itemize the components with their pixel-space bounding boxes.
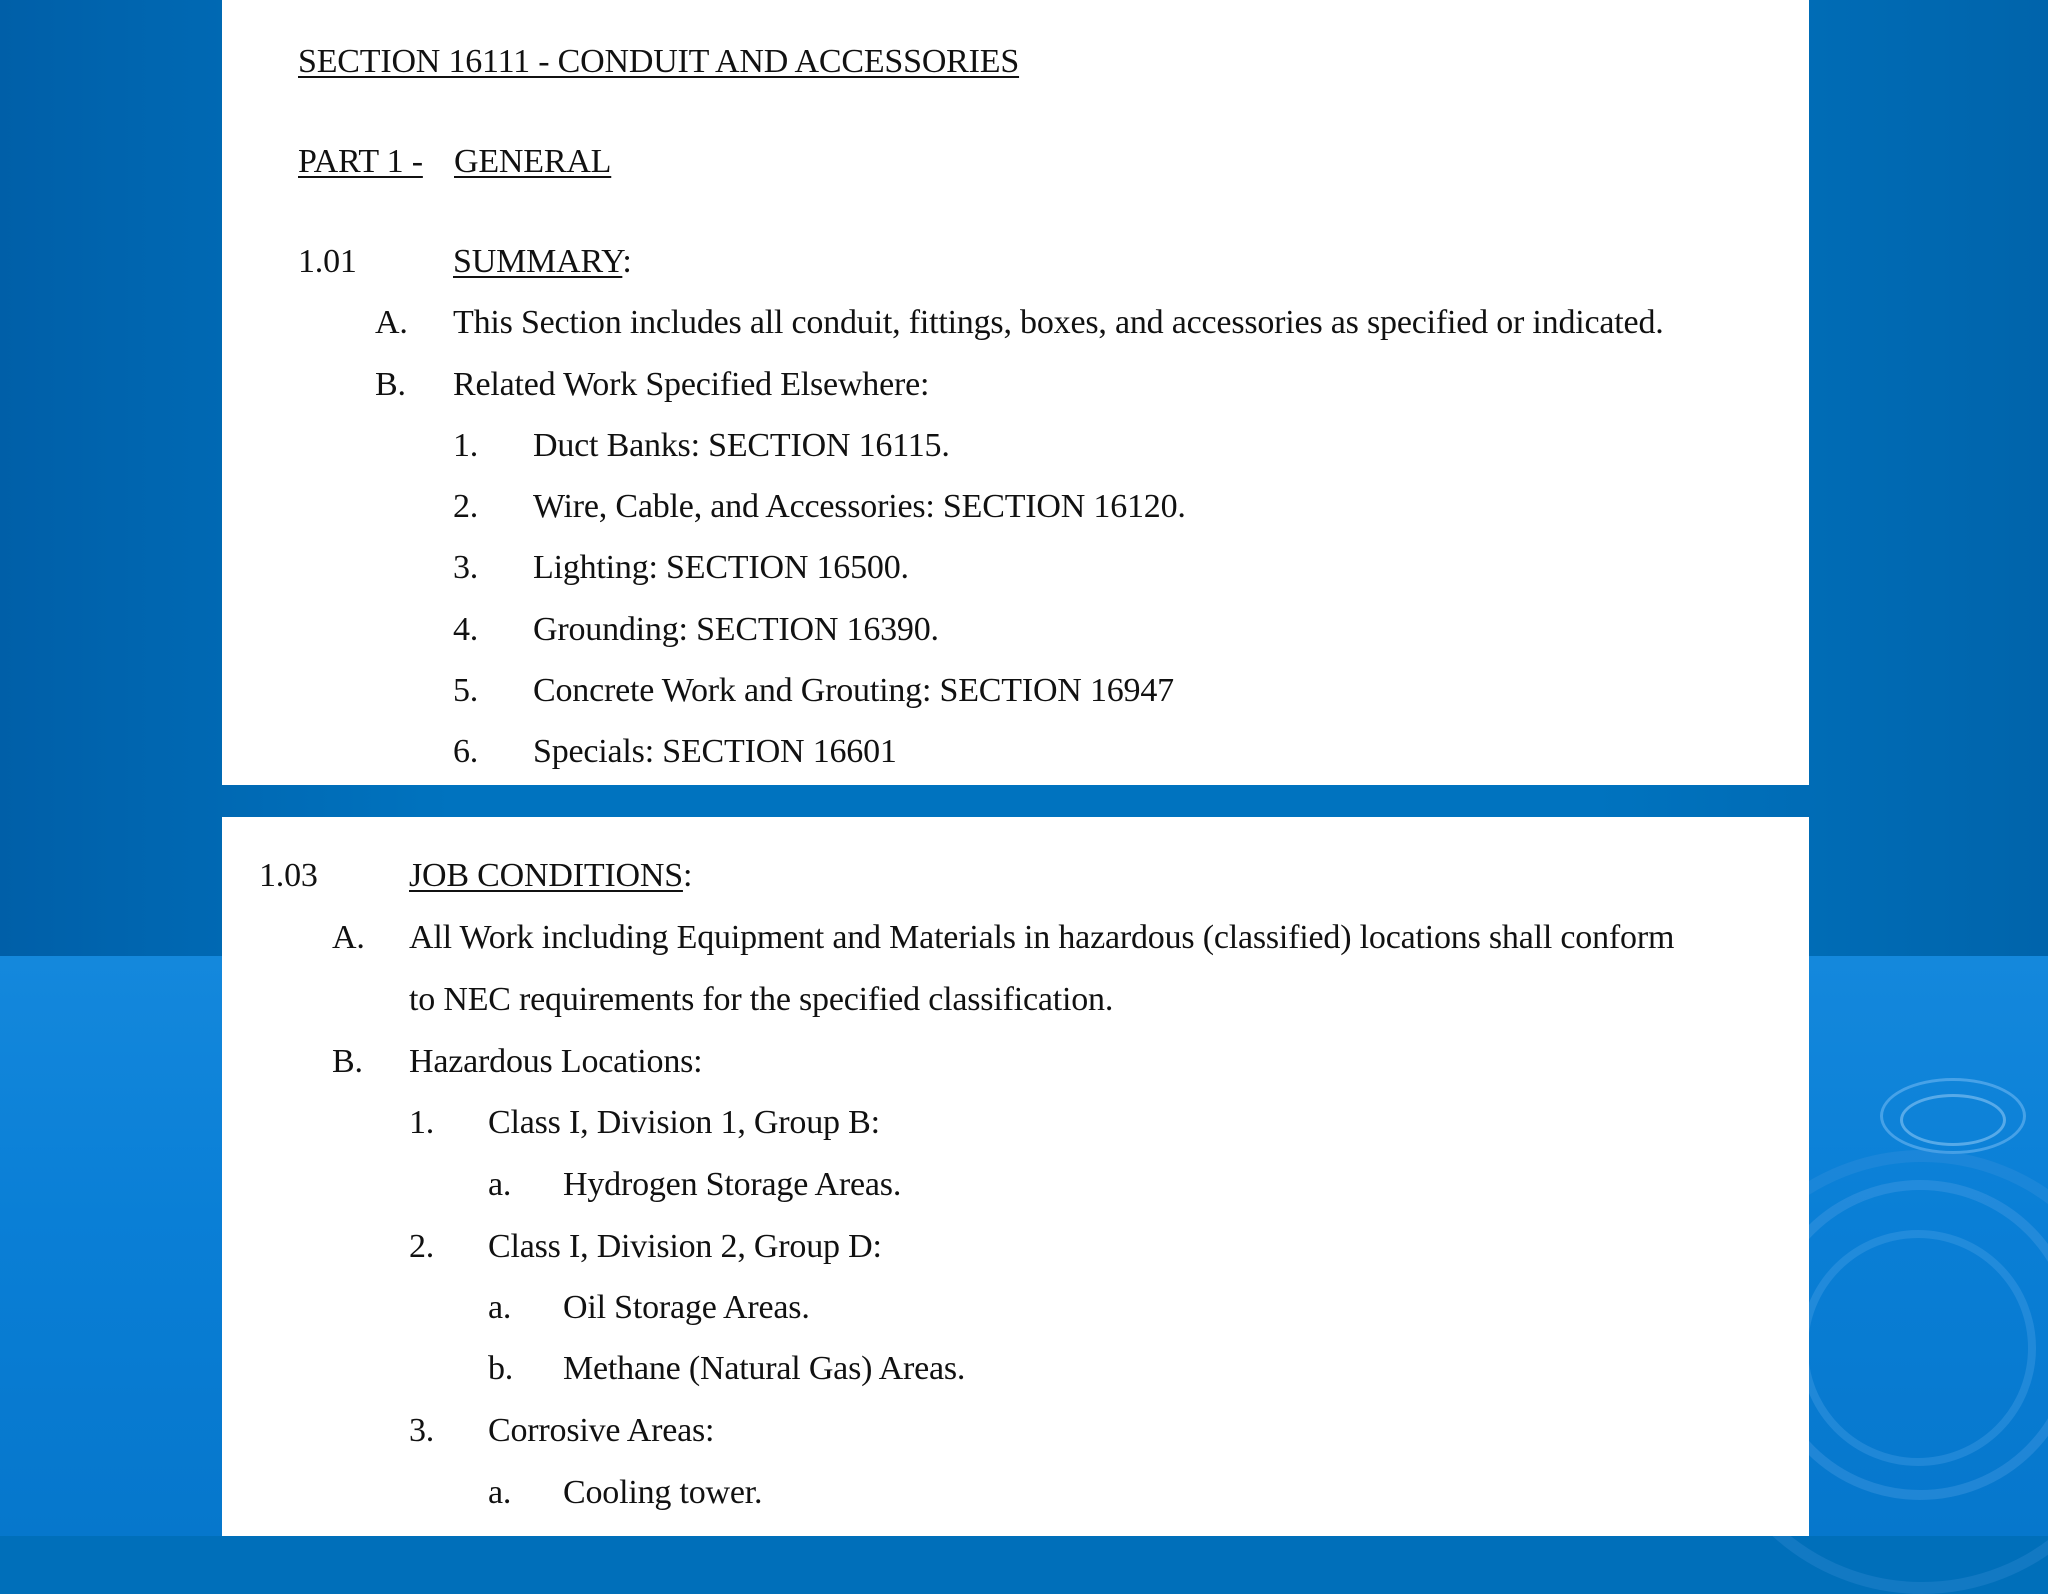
hazard-class-label: 2. bbox=[409, 1228, 435, 1265]
part-title: GENERAL bbox=[454, 143, 612, 180]
job-item-a-text-line1: All Work including Equipment and Materials in hazardous (classified) locations shall conform bbox=[409, 919, 1675, 956]
hazard-area-label: a. bbox=[488, 1289, 512, 1326]
job-item-a-text-line2: to NEC requirements for the specified classification. bbox=[409, 981, 1114, 1018]
job-item-b-label: B. bbox=[332, 1043, 363, 1080]
hazard-area-label: a. bbox=[488, 1474, 512, 1511]
job-item-b-text: Hazardous Locations: bbox=[409, 1043, 703, 1080]
related-work-item-text: Lighting: SECTION 16500. bbox=[533, 549, 909, 586]
hazard-area-label: a. bbox=[488, 1166, 512, 1203]
related-work-item-text: Concrete Work and Grouting: SECTION 16947 bbox=[533, 672, 1174, 709]
job-item-a-label: A. bbox=[332, 919, 365, 956]
hazard-class-text: Class I, Division 1, Group B: bbox=[488, 1104, 880, 1141]
document-page-top bbox=[222, 0, 1809, 785]
hazard-class-text: Corrosive Areas: bbox=[488, 1412, 715, 1449]
related-work-item-text: Specials: SECTION 16601 bbox=[533, 733, 897, 770]
hazard-class-label: 3. bbox=[409, 1412, 435, 1449]
job-conditions-number: 1.03 bbox=[259, 857, 318, 894]
hazard-area-text: Methane (Natural Gas) Areas. bbox=[563, 1350, 966, 1387]
hazard-area-text: Oil Storage Areas. bbox=[563, 1289, 810, 1326]
section-heading: SECTION 16111 - CONDUIT AND ACCESSORIES bbox=[298, 43, 1020, 80]
summary-item-a-label: A. bbox=[375, 304, 408, 341]
summary-item-b-label: B. bbox=[375, 366, 406, 403]
part-number: PART 1 - bbox=[298, 143, 423, 180]
job-conditions-heading bbox=[409, 856, 692, 896]
related-work-item-label: 4. bbox=[453, 611, 479, 648]
hazard-class-text: Class I, Division 2, Group D: bbox=[488, 1228, 882, 1265]
hazard-area-text: Hydrogen Storage Areas. bbox=[563, 1166, 902, 1203]
summary-number: 1.01 bbox=[298, 243, 357, 280]
hazard-area-label: b. bbox=[488, 1350, 514, 1387]
related-work-item-label: 3. bbox=[453, 549, 479, 586]
related-work-item-label: 1. bbox=[453, 427, 479, 464]
part-heading bbox=[298, 142, 612, 182]
hazard-class-label: 1. bbox=[409, 1104, 435, 1141]
summary-item-a-text: This Section includes all conduit, fittings, boxes, and accessories as specified or indicated. bbox=[453, 304, 1664, 341]
summary-item-b-text: Related Work Specified Elsewhere: bbox=[453, 366, 930, 403]
related-work-item-label: 2. bbox=[453, 488, 479, 525]
summary-suffix: : bbox=[622, 243, 632, 280]
summary-title: SUMMARY bbox=[453, 243, 623, 280]
summary-heading bbox=[453, 242, 632, 282]
related-work-item-label: 6. bbox=[453, 733, 479, 770]
related-work-item-text: Grounding: SECTION 16390. bbox=[533, 611, 939, 648]
hazard-area-text: Cooling tower. bbox=[563, 1474, 763, 1511]
related-work-item-label: 5. bbox=[453, 672, 479, 709]
job-conditions-suffix: : bbox=[682, 857, 693, 894]
document-page-bottom bbox=[222, 817, 1809, 1536]
related-work-item-text: Duct Banks: SECTION 16115. bbox=[533, 427, 950, 464]
job-conditions-title: JOB CONDITIONS bbox=[409, 857, 683, 894]
related-work-item-text: Wire, Cable, and Accessories: SECTION 16120. bbox=[533, 488, 1186, 525]
